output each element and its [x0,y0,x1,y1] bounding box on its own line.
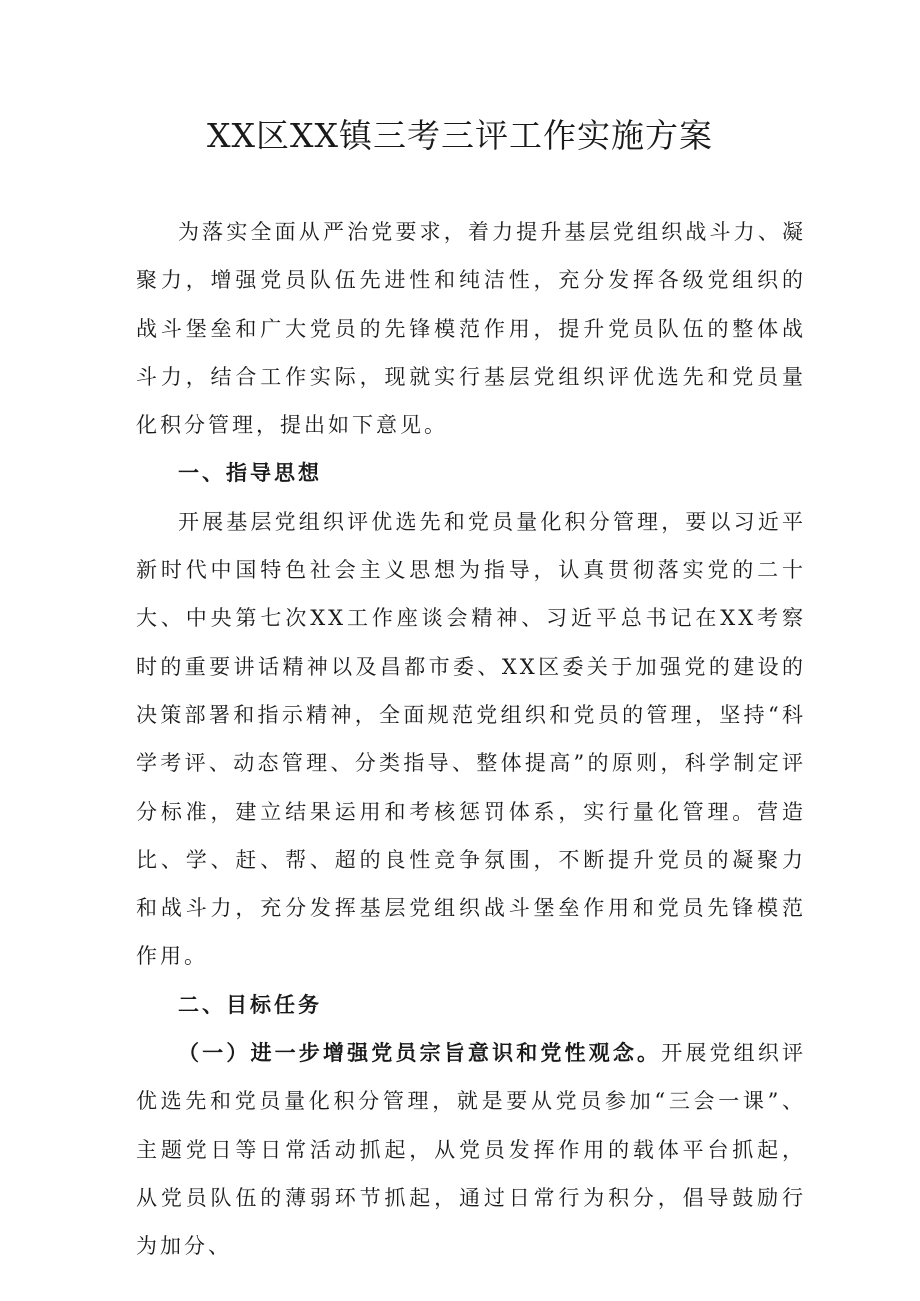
section-paragraph-goals-item1 [136,1029,806,1270]
intro-paragraph: 为落实全面从严治党要求，着力提升基层党组织战斗力、凝聚力，增强党员队伍先进性和纯洁性，充分发挥各级党组织的战斗堡垒和广大党员的先锋模范作用，提升党员队伍的整体战斗力，结合工作实际，现就实行基层党组织评优选先和党员量化积分管理，提出如下意见。 [136,220,806,438]
goals-item1-lead: （一）进一步增强党员宗旨意识和党性观念。 [178,1041,662,1066]
section-paragraph-guiding-thought: 开展基层党组织评优选先和党员量化积分管理，要以习近平新时代中国特色社会主义思想为指导，认真贯彻落实党的二十大、中央第七次XX工作座谈会精神、习近平总书记在XX考察时的重要讲话精神以及昌都市委、XX区委关于加强党的建设的决策部署和指示精神，全面规范党组织和党员的管理，坚持“科学考评、动态管理、分类指导、整体提高”的原则，科学制定评分标准，建立结果运用和考核惩罚体系，实行量化管理。营造比、学、赶、帮、超的良性竞争氛围，不断提升党员的凝聚力和战斗力，充分发挥基层党组织战斗堡垒作用和党员先锋模范作用。 [136,509,806,969]
document-title: XX区XX镇三考三评工作实施方案 [207,116,713,155]
goals-item1-body: 开展党组织评优选先和党员量化积分管理，就是要从党员参加“三会一课”、主题党日等日常活动抓起，从党员发挥作用的载体平台抓起，从党员队伍的薄弱环节抓起，通过日常行为积分，倡导鼓励行为加分、 [136,1041,807,1259]
document-body [136,208,806,1271]
section-heading-guiding-thought: 一、指导思想 [178,461,322,486]
section-heading-goals: 二、目标任务 [178,992,322,1017]
